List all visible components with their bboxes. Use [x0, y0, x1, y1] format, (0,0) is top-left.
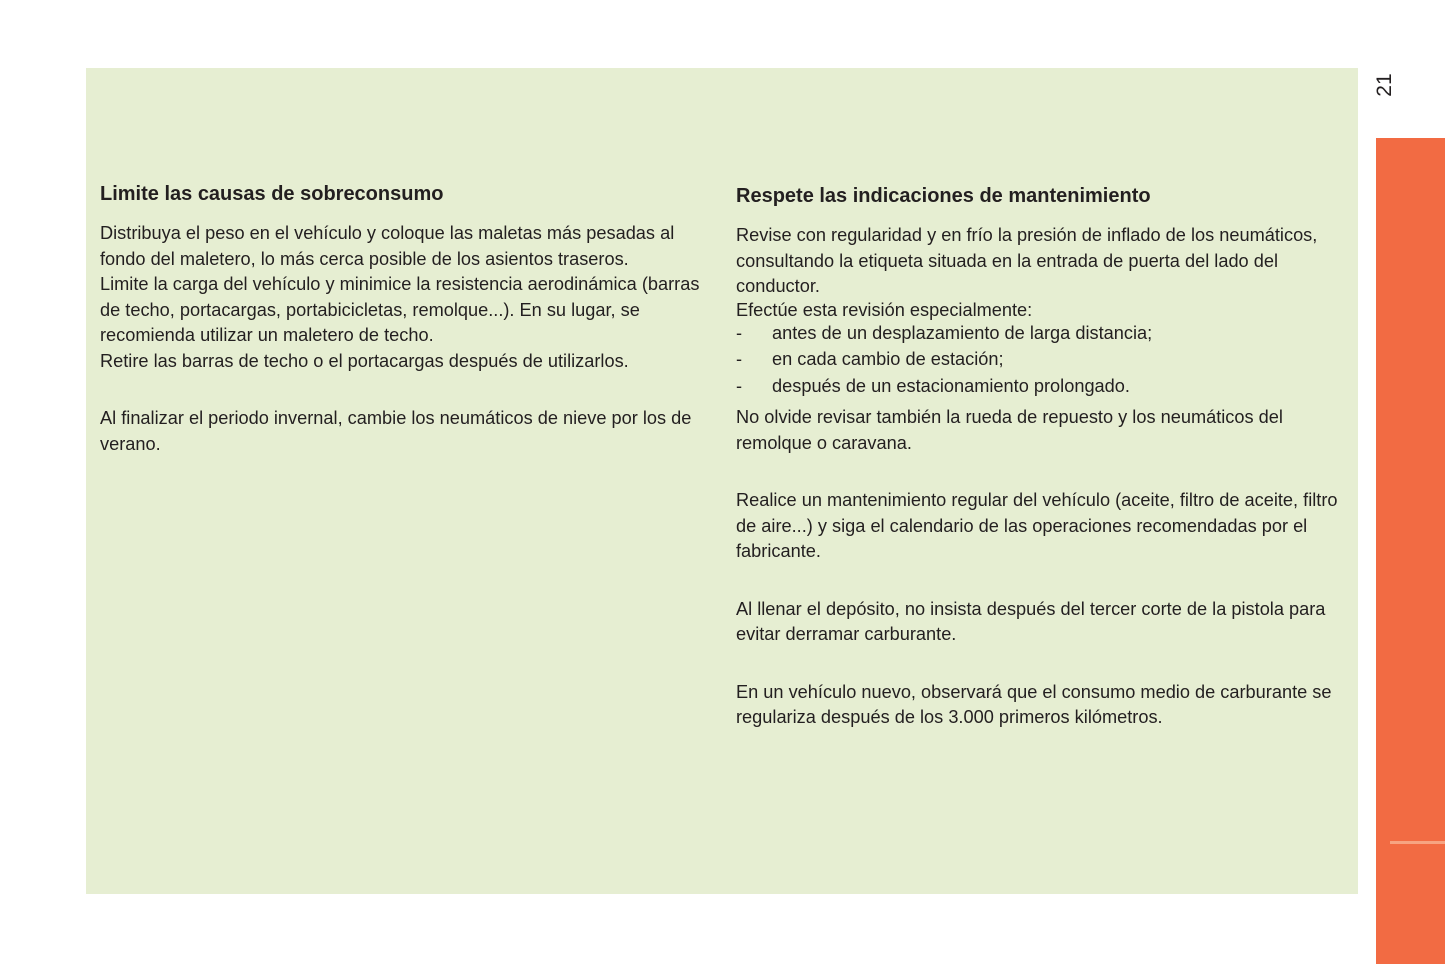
bullet: - — [736, 322, 743, 343]
paragraph: Al finalizar el periodo invernal, cambie los neumáticos de nieve por los de verano. — [100, 408, 692, 454]
paragraph: Al llenar el depósito, no insista después del tercer corte de la pistola para evitar derramar carburante. — [736, 598, 1326, 644]
paragraph: Revise con regularidad y en frío la presión de inflado de los neumáticos, consultando la etiqueta situada en la entrada de puerta del lado del conductor. — [736, 225, 1318, 296]
paragraph: No olvide revisar también la rueda de repuesto y los neumáticos del remolque o caravana. — [736, 407, 1283, 453]
list-item-text: después de un estacionamiento prolongado. — [772, 375, 1130, 396]
page-number: 21 — [1373, 73, 1396, 97]
paragraph: Limite la carga del vehículo y minimice la resistencia aerodinámica (barras de techo, portacargas, portabicicletas, remolque...). En su lugar, se recomienda utilizar un maletero de techo. — [100, 274, 700, 345]
left-column — [100, 181, 710, 457]
bullet: - — [736, 375, 743, 396]
right-heading: Respete las indicaciones de mantenimiento — [736, 185, 1151, 207]
paragraph: En un vehículo nuevo, observará que el consumo medio de carburante se regulariza después de los 3.000 primeros kilómetros. — [736, 681, 1332, 727]
list-item — [736, 373, 1348, 400]
right-column — [736, 183, 1348, 731]
tab-divider — [1390, 841, 1445, 844]
paragraph: Distribuya el peso en el vehículo y coloque las maletas más pesadas al fondo del maletero, lo más cerca posible de los asientos traseros. — [100, 223, 675, 269]
list-item — [736, 320, 1348, 347]
paragraph: Realice un mantenimiento regular del vehículo (aceite, filtro de aceite, filtro de aire...) y siga el calendario de las operaciones recomendadas por el fabricante. — [736, 490, 1338, 561]
paragraph: Retire las barras de techo o el portacargas después de utilizarlos. — [100, 350, 629, 371]
bullet: - — [736, 349, 743, 369]
list-item — [736, 346, 1348, 373]
list-item-text: en cada cambio de estación; — [772, 349, 1004, 369]
paragraph: Efectúe esta revisión especialmente: — [736, 299, 1033, 320]
left-heading: Limite las causas de sobreconsumo — [100, 183, 444, 205]
list-item-text: antes de un desplazamiento de larga distancia; — [772, 322, 1153, 343]
